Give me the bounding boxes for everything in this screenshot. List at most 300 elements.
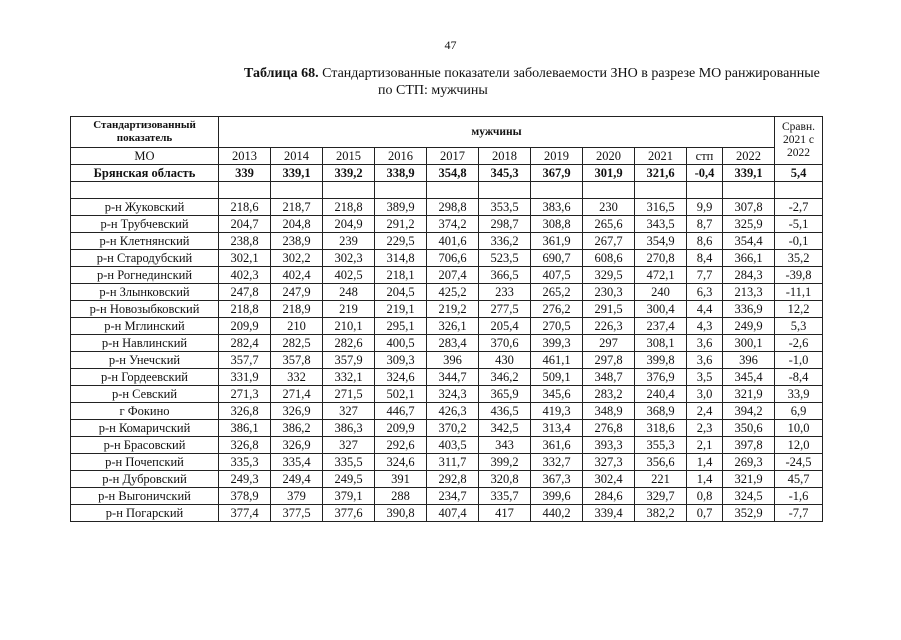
table-cell: 270,8 <box>635 250 687 267</box>
table-cell: 344,7 <box>427 369 479 386</box>
district-name: р-н Дубровский <box>71 471 219 488</box>
table-cell: 283,2 <box>583 386 635 403</box>
table-cell: 311,7 <box>427 454 479 471</box>
table-cell: 283,4 <box>427 335 479 352</box>
table-cell: 348,7 <box>583 369 635 386</box>
table-cell: -5,1 <box>775 216 823 233</box>
table-cell: 343,5 <box>635 216 687 233</box>
table-cell: 33,9 <box>775 386 823 403</box>
table-cell: 401,6 <box>427 233 479 250</box>
table-cell: 210,1 <box>323 318 375 335</box>
district-name: р-н Севский <box>71 386 219 403</box>
region-value: 345,3 <box>479 165 531 182</box>
table-cell: 249,5 <box>323 471 375 488</box>
table-cell: -7,7 <box>775 505 823 522</box>
table-cell: 297 <box>583 335 635 352</box>
table-cell: 394,2 <box>723 403 775 420</box>
table-cell: 295,1 <box>375 318 427 335</box>
table-row <box>71 386 823 403</box>
table-cell: 318,6 <box>635 420 687 437</box>
table-cell: 357,9 <box>323 352 375 369</box>
table-cell: 10,0 <box>775 420 823 437</box>
table-cell: 379,1 <box>323 488 375 505</box>
table-cell: 386,2 <box>271 420 323 437</box>
table-cell: 204,7 <box>219 216 271 233</box>
table-cell: 218,8 <box>323 199 375 216</box>
table-cell: 6,3 <box>687 284 723 301</box>
region-value: 5,4 <box>775 165 823 182</box>
table-cell: 271,5 <box>323 386 375 403</box>
district-name: р-н Унечский <box>71 352 219 369</box>
table-cell: 324,5 <box>723 488 775 505</box>
table-cell: 6,9 <box>775 403 823 420</box>
table-row <box>71 284 823 301</box>
table-cell: 282,5 <box>271 335 323 352</box>
table-cell: 325,9 <box>723 216 775 233</box>
table-cell: 378,9 <box>219 488 271 505</box>
table-cell: 3,0 <box>687 386 723 403</box>
table-cell: 502,1 <box>375 386 427 403</box>
table-row <box>71 216 823 233</box>
table-cell: 690,7 <box>531 250 583 267</box>
table-cell: 271,4 <box>271 386 323 403</box>
table-cell: 8,4 <box>687 250 723 267</box>
table-cell: 345,4 <box>723 369 775 386</box>
table-cell: 329,7 <box>635 488 687 505</box>
table-row <box>71 471 823 488</box>
region-value: 367,9 <box>531 165 583 182</box>
table-cell: 3,5 <box>687 369 723 386</box>
header-year: 2020 <box>583 148 635 165</box>
table-cell: 402,3 <box>219 267 271 284</box>
table-cell: 326,8 <box>219 437 271 454</box>
table-cell: 356,6 <box>635 454 687 471</box>
table-cell: 0,8 <box>687 488 723 505</box>
table-cell: 2,3 <box>687 420 723 437</box>
caption-text-line1: Стандартизованные показатели заболеваемости ЗНО в разрезе МО ранжированные <box>322 66 820 81</box>
district-name: р-н Рогнединский <box>71 267 219 284</box>
table-cell: 348,9 <box>583 403 635 420</box>
table-cell: 379 <box>271 488 323 505</box>
district-name: р-н Мглинский <box>71 318 219 335</box>
table-cell: 376,9 <box>635 369 687 386</box>
table-cell: 204,9 <box>323 216 375 233</box>
table-cell: 12,2 <box>775 301 823 318</box>
table-cell: 219,2 <box>427 301 479 318</box>
table-cell: 249,9 <box>723 318 775 335</box>
table-cell: 509,1 <box>531 369 583 386</box>
table-cell: -8,4 <box>775 369 823 386</box>
table-cell: 218,1 <box>375 267 427 284</box>
table-cell: 365,9 <box>479 386 531 403</box>
table-cell: 205,4 <box>479 318 531 335</box>
table-cell: 357,8 <box>271 352 323 369</box>
table-cell: 302,2 <box>271 250 323 267</box>
header-year: 2018 <box>479 148 531 165</box>
table-cell: 321,9 <box>723 386 775 403</box>
district-name: р-н Гордеевский <box>71 369 219 386</box>
caption-text-line2: по СТП: мужчины <box>378 83 488 98</box>
table-cell: 234,7 <box>427 488 479 505</box>
region-value: 354,8 <box>427 165 479 182</box>
table-cell: 218,6 <box>219 199 271 216</box>
table-row <box>71 403 823 420</box>
table-cell: 247,8 <box>219 284 271 301</box>
table-cell: 209,9 <box>375 420 427 437</box>
table-cell: 345,6 <box>531 386 583 403</box>
region-value: 339,1 <box>271 165 323 182</box>
table-cell: 361,9 <box>531 233 583 250</box>
district-name: р-н Стародубский <box>71 250 219 267</box>
table-cell: -1,6 <box>775 488 823 505</box>
table-cell: 417 <box>479 505 531 522</box>
table-cell: 265,6 <box>583 216 635 233</box>
table-cell: 332 <box>271 369 323 386</box>
header-year: 2014 <box>271 148 323 165</box>
table-cell: 370,6 <box>479 335 531 352</box>
district-name: р-н Погарский <box>71 505 219 522</box>
table-cell: 353,5 <box>479 199 531 216</box>
table-cell: 396 <box>723 352 775 369</box>
table-cell: 282,6 <box>323 335 375 352</box>
table-cell: 350,6 <box>723 420 775 437</box>
table-cell: 397,8 <box>723 437 775 454</box>
table-cell: 326,9 <box>271 437 323 454</box>
table-cell: 407,5 <box>531 267 583 284</box>
district-name: р-н Комаричский <box>71 420 219 437</box>
table-cell: 366,1 <box>723 250 775 267</box>
table-cell: -2,6 <box>775 335 823 352</box>
table-cell: 324,6 <box>375 454 427 471</box>
table-cell: 523,5 <box>479 250 531 267</box>
table-cell: 386,1 <box>219 420 271 437</box>
table-cell: 339,4 <box>583 505 635 522</box>
table-cell: 321,9 <box>723 471 775 488</box>
table-cell: 426,3 <box>427 403 479 420</box>
district-name: р-н Навлинский <box>71 335 219 352</box>
table-cell: 370,2 <box>427 420 479 437</box>
table-cell: 239 <box>323 233 375 250</box>
table-cell: 213,3 <box>723 284 775 301</box>
header-year: 2016 <box>375 148 427 165</box>
table-row <box>71 420 823 437</box>
table-cell: -24,5 <box>775 454 823 471</box>
region-name: Брянская область <box>71 165 219 182</box>
district-name: г Фокино <box>71 403 219 420</box>
table-cell: 383,6 <box>531 199 583 216</box>
table-cell: 302,4 <box>583 471 635 488</box>
table-cell: 298,7 <box>479 216 531 233</box>
blank-row <box>71 182 823 199</box>
table-cell: -0,1 <box>775 233 823 250</box>
table-cell: 352,9 <box>723 505 775 522</box>
table-cell: 221 <box>635 471 687 488</box>
region-value: 301,9 <box>583 165 635 182</box>
table-cell: 357,7 <box>219 352 271 369</box>
page-number: 47 <box>444 38 457 52</box>
table-cell: 1,4 <box>687 471 723 488</box>
table-cell: 276,2 <box>531 301 583 318</box>
district-name: р-н Жуковский <box>71 199 219 216</box>
region-value: 339,1 <box>723 165 775 182</box>
table-cell: 298,8 <box>427 199 479 216</box>
table-cell: 291,5 <box>583 301 635 318</box>
table-cell: 336,9 <box>723 301 775 318</box>
table-cell: 240 <box>635 284 687 301</box>
table-cell: 400,5 <box>375 335 427 352</box>
table-row <box>71 318 823 335</box>
table-cell: 309,3 <box>375 352 427 369</box>
table-cell: 218,7 <box>271 199 323 216</box>
table-cell: 270,5 <box>531 318 583 335</box>
table-cell: 706,6 <box>427 250 479 267</box>
table-cell: 436,5 <box>479 403 531 420</box>
year-header-row <box>71 148 823 165</box>
table-cell: 332,7 <box>531 454 583 471</box>
table-cell: 332,1 <box>323 369 375 386</box>
header-year: стп <box>687 148 723 165</box>
table-cell: 366,5 <box>479 267 531 284</box>
caption-label: Таблица 68. <box>244 66 319 81</box>
table-cell: 302,1 <box>219 250 271 267</box>
table-cell: 399,3 <box>531 335 583 352</box>
table-cell: 320,8 <box>479 471 531 488</box>
table-cell: 355,3 <box>635 437 687 454</box>
table-cell: 277,5 <box>479 301 531 318</box>
table-cell: 12,0 <box>775 437 823 454</box>
table-cell: 7,7 <box>687 267 723 284</box>
table-cell: 308,8 <box>531 216 583 233</box>
table-cell: 3,6 <box>687 352 723 369</box>
region-value: 339,2 <box>323 165 375 182</box>
table-cell: 461,1 <box>531 352 583 369</box>
table-cell: 247,9 <box>271 284 323 301</box>
table-cell: 300,4 <box>635 301 687 318</box>
table-cell: 35,2 <box>775 250 823 267</box>
table-cell: 2,1 <box>687 437 723 454</box>
table-cell: 2,4 <box>687 403 723 420</box>
table-cell: 9,9 <box>687 199 723 216</box>
table-cell: 314,8 <box>375 250 427 267</box>
table-cell: 386,3 <box>323 420 375 437</box>
header-year: 2022 <box>723 148 775 165</box>
table-cell: 402,4 <box>271 267 323 284</box>
table-cell: 316,5 <box>635 199 687 216</box>
table-cell: 3,6 <box>687 335 723 352</box>
table-cell: 326,1 <box>427 318 479 335</box>
district-name: р-н Клетнянский <box>71 233 219 250</box>
table-cell: 389,9 <box>375 199 427 216</box>
region-value: 339 <box>219 165 271 182</box>
header-year: 2017 <box>427 148 479 165</box>
table-cell: 399,6 <box>531 488 583 505</box>
table-cell: 226,3 <box>583 318 635 335</box>
table-cell: 419,3 <box>531 403 583 420</box>
table-cell: 218,9 <box>271 301 323 318</box>
table-cell: 233 <box>479 284 531 301</box>
table-cell: 288 <box>375 488 427 505</box>
table-cell: 248 <box>323 284 375 301</box>
table-cell: 446,7 <box>375 403 427 420</box>
header-year: 2021 <box>635 148 687 165</box>
table-row <box>71 454 823 471</box>
table-cell: 292,8 <box>427 471 479 488</box>
table-cell: 276,8 <box>583 420 635 437</box>
region-value: 321,6 <box>635 165 687 182</box>
table-row <box>71 352 823 369</box>
table-cell: 425,2 <box>427 284 479 301</box>
district-name: р-н Почепский <box>71 454 219 471</box>
table-cell: 240,4 <box>635 386 687 403</box>
table-cell: 335,4 <box>271 454 323 471</box>
table-cell: 210 <box>271 318 323 335</box>
table-cell: 291,2 <box>375 216 427 233</box>
table-cell: 284,3 <box>723 267 775 284</box>
table-body <box>71 165 823 522</box>
table-cell: 331,9 <box>219 369 271 386</box>
table-cell: 249,3 <box>219 471 271 488</box>
table-cell: 326,8 <box>219 403 271 420</box>
table-cell: 324,6 <box>375 369 427 386</box>
header-men: мужчины <box>219 117 775 148</box>
header-year: 2019 <box>531 148 583 165</box>
table-row <box>71 233 823 250</box>
table-cell: -11,1 <box>775 284 823 301</box>
table-row <box>71 437 823 454</box>
table-cell: 218,8 <box>219 301 271 318</box>
table-cell: 393,3 <box>583 437 635 454</box>
table-cell: 377,6 <box>323 505 375 522</box>
table-cell: 209,9 <box>219 318 271 335</box>
table-cell: 377,4 <box>219 505 271 522</box>
table-cell: 204,8 <box>271 216 323 233</box>
table-row <box>71 267 823 284</box>
table-cell: 403,5 <box>427 437 479 454</box>
table-cell: 1,4 <box>687 454 723 471</box>
table-cell: 342,5 <box>479 420 531 437</box>
table-cell: 230 <box>583 199 635 216</box>
district-name: р-н Трубчевский <box>71 216 219 233</box>
table-cell: 219,1 <box>375 301 427 318</box>
header-compare: Сравн. 2021 с 2022 <box>775 117 823 165</box>
table-caption <box>244 65 884 99</box>
table-cell: 271,3 <box>219 386 271 403</box>
region-value: -0,4 <box>687 165 723 182</box>
region-value: 338,9 <box>375 165 427 182</box>
table-cell: 335,3 <box>219 454 271 471</box>
table-cell: 335,5 <box>323 454 375 471</box>
table-cell: 430 <box>479 352 531 369</box>
table-cell: 308,1 <box>635 335 687 352</box>
table-cell: 302,3 <box>323 250 375 267</box>
table-cell: 307,8 <box>723 199 775 216</box>
table-cell: 354,9 <box>635 233 687 250</box>
table-cell: 326,9 <box>271 403 323 420</box>
table-cell: 361,6 <box>531 437 583 454</box>
table-cell: 229,5 <box>375 233 427 250</box>
district-name: р-н Выгоничский <box>71 488 219 505</box>
table-cell: 399,2 <box>479 454 531 471</box>
table-cell: 204,5 <box>375 284 427 301</box>
district-name: р-н Злынковский <box>71 284 219 301</box>
table-cell: 238,8 <box>219 233 271 250</box>
table-cell: 292,6 <box>375 437 427 454</box>
table-cell: 407,4 <box>427 505 479 522</box>
table-cell: -1,0 <box>775 352 823 369</box>
table-row <box>71 335 823 352</box>
table-cell: 343 <box>479 437 531 454</box>
table-row <box>71 488 823 505</box>
table-cell: -2,7 <box>775 199 823 216</box>
table-cell: 396 <box>427 352 479 369</box>
table-cell: 354,4 <box>723 233 775 250</box>
table-cell: 8,7 <box>687 216 723 233</box>
header-mo: МО <box>71 148 219 165</box>
table-cell: 402,5 <box>323 267 375 284</box>
table-cell: 0,7 <box>687 505 723 522</box>
table-cell: 324,3 <box>427 386 479 403</box>
header-indicator: Стандартизованный показатель <box>71 117 219 148</box>
table-cell: 440,2 <box>531 505 583 522</box>
table-cell: 329,5 <box>583 267 635 284</box>
table-cell: 608,6 <box>583 250 635 267</box>
table-row <box>71 369 823 386</box>
table-cell: 346,2 <box>479 369 531 386</box>
table-cell: 238,9 <box>271 233 323 250</box>
table-cell: 265,2 <box>531 284 583 301</box>
data-table <box>70 116 823 522</box>
table-cell: 249,4 <box>271 471 323 488</box>
table-row <box>71 250 823 267</box>
table-cell: 207,4 <box>427 267 479 284</box>
table-cell: 377,5 <box>271 505 323 522</box>
district-name: р-н Новозыбковский <box>71 301 219 318</box>
table-row <box>71 199 823 216</box>
table-cell: 282,4 <box>219 335 271 352</box>
table-cell: 327 <box>323 403 375 420</box>
table-cell: 327,3 <box>583 454 635 471</box>
table-cell: 8,6 <box>687 233 723 250</box>
table-cell: 367,3 <box>531 471 583 488</box>
table-cell: 472,1 <box>635 267 687 284</box>
header-year: 2015 <box>323 148 375 165</box>
table-cell: 284,6 <box>583 488 635 505</box>
table-cell: 237,4 <box>635 318 687 335</box>
table-cell: -39,8 <box>775 267 823 284</box>
table-cell: 45,7 <box>775 471 823 488</box>
table-cell: 391 <box>375 471 427 488</box>
table-cell: 313,4 <box>531 420 583 437</box>
table-cell: 336,2 <box>479 233 531 250</box>
table-cell: 374,2 <box>427 216 479 233</box>
table-cell: 230,3 <box>583 284 635 301</box>
region-row <box>71 165 823 182</box>
table-cell: 368,9 <box>635 403 687 420</box>
table-cell: 300,1 <box>723 335 775 352</box>
header-year: 2013 <box>219 148 271 165</box>
table-cell: 335,7 <box>479 488 531 505</box>
table-cell: 390,8 <box>375 505 427 522</box>
table-row <box>71 301 823 318</box>
table-cell: 4,3 <box>687 318 723 335</box>
table-cell: 382,2 <box>635 505 687 522</box>
table-cell: 219 <box>323 301 375 318</box>
table-cell: 269,3 <box>723 454 775 471</box>
district-name: р-н Брасовский <box>71 437 219 454</box>
table-cell: 297,8 <box>583 352 635 369</box>
table-cell: 267,7 <box>583 233 635 250</box>
table-cell: 4,4 <box>687 301 723 318</box>
